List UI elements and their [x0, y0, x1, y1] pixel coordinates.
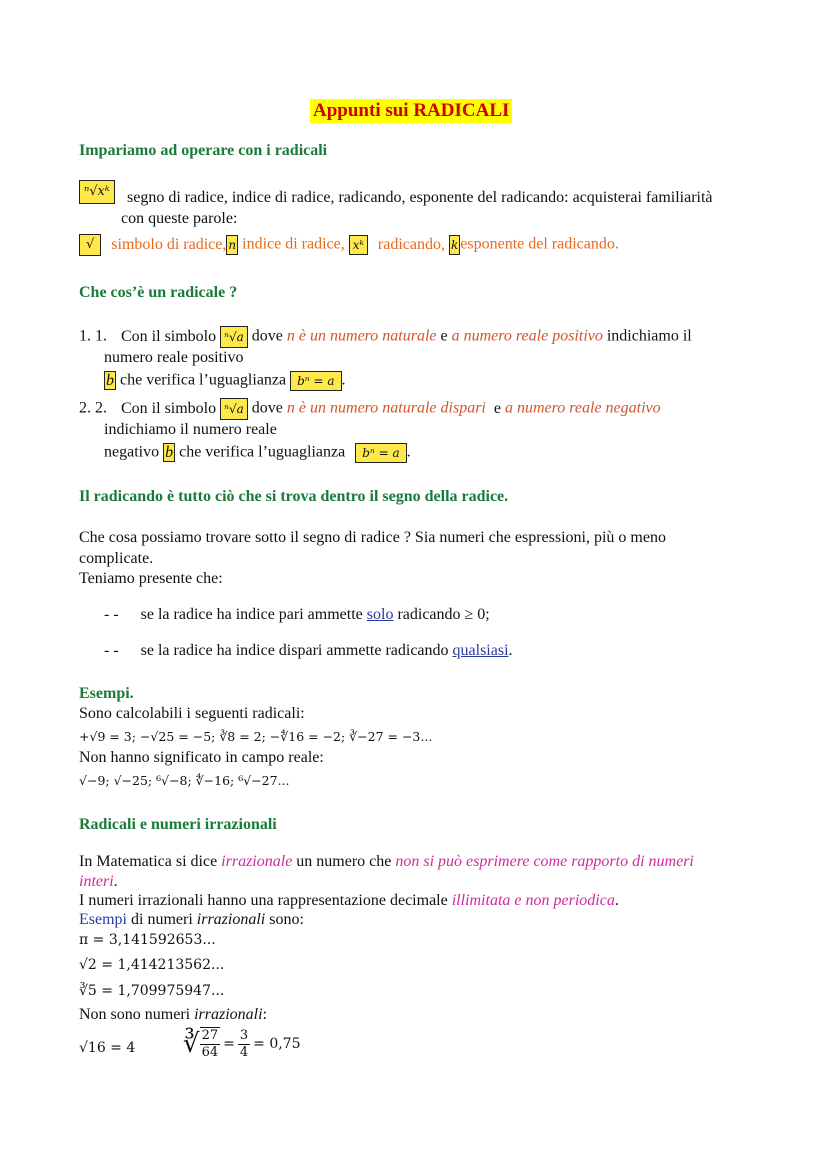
bullet2-text-b: .: [508, 642, 513, 659]
irr-p4b: irrazionali: [194, 1006, 263, 1023]
irr-para-2: [79, 892, 619, 910]
radical-symbol: ⁿ√xᵏ: [79, 180, 115, 204]
irr-para-4: [79, 1006, 267, 1024]
irr-p3a: Esempi: [79, 911, 127, 928]
intro-line-2: con queste parole:: [121, 210, 238, 227]
irr-example-sqrt2: √2 = 1,414213562...: [79, 957, 225, 973]
legend-box-radical: √: [79, 234, 101, 256]
item1-b: b: [106, 371, 114, 389]
irr-p3c: irrazionali: [196, 911, 266, 928]
irr-p2a: I numeri irrazionali hanno una rappresentazione decimale: [79, 892, 448, 909]
item2-negativo: negativo: [104, 443, 160, 461]
non-irr-example-2: [183, 1027, 301, 1061]
legend-box-radicand: xᵏ: [349, 235, 368, 255]
section-heading-irrazionali: Radicali e numeri irrazionali: [79, 816, 277, 833]
radical-legend: [79, 234, 619, 256]
item1-line-3: [104, 371, 346, 391]
item1-tail: indichiamo il: [606, 327, 692, 345]
irr-p1d: non si può esprimere come rapporto di numeri: [395, 853, 694, 870]
irr-p2c: .: [614, 892, 619, 909]
bullet-marker-1: - -: [104, 606, 119, 623]
item1-dove: dove: [251, 327, 283, 345]
legend-text-radical: simbolo di radice,: [111, 235, 227, 253]
bullet-marker-2: - -: [104, 642, 119, 659]
irr-p4a: Non sono numeri: [79, 1006, 191, 1023]
link-qualsiasi[interactable]: qualsiasi: [452, 642, 509, 659]
irr-p1c: un numero che: [296, 853, 392, 870]
section-heading-radicale: Che cos’è un radicale ?: [79, 284, 238, 301]
para-3: Teniamo presente che:: [79, 570, 223, 587]
irr-p1f: .: [113, 873, 118, 890]
fraction-3-4: [238, 1028, 250, 1061]
non-irr-example-1: √16 = 4: [79, 1040, 136, 1056]
item2-line-2: indichiamo il numero reale: [104, 421, 277, 438]
section-heading-operare: Impariamo ad operare con i radicali: [79, 142, 328, 159]
item1-line-2: numero reale positivo: [104, 349, 244, 366]
section-heading-esempi: Esempi.: [79, 685, 134, 702]
fraction-num-27: 27: [201, 1028, 219, 1043]
item1-cond1: n è un numero naturale: [286, 327, 437, 345]
list-marker-1: 1. 1.: [79, 327, 107, 345]
esempi-math-1: +√9 = 3; −√25 = −5; ∛8 = 2; −∜16 = −2; ∛−27 = −3...: [79, 729, 433, 744]
list-item-2-line-1: [79, 398, 661, 420]
item1-end: .: [341, 371, 346, 389]
bullet2-text-a: se la radice ha indice dispari ammette radicando: [140, 642, 449, 659]
fraction-den-4: 4: [239, 1044, 249, 1060]
list-marker-2: 2. 2.: [79, 399, 107, 417]
fraction-equals: =: [223, 1036, 235, 1052]
item1-equation: bⁿ = a: [290, 371, 341, 391]
item1-cond2: a numero reale positivo: [451, 327, 603, 345]
radical-symbol-box: [79, 180, 115, 204]
irr-para-1-cont: [79, 873, 118, 891]
item2-equation: bⁿ = a: [355, 443, 406, 463]
legend-text-radicand: radicando,: [377, 235, 445, 253]
fraction-result: = 0,75: [253, 1036, 301, 1052]
legend-text-index: indice di radice,: [242, 235, 345, 253]
link-solo[interactable]: solo: [366, 606, 394, 623]
bullet1-text-b: radicando ≥ 0;: [397, 606, 490, 623]
para-1: Che cosa possiamo trovare sotto il segno di radice ? Sia numeri che espressioni, più o meno: [79, 529, 666, 546]
irr-para-1: [79, 853, 694, 871]
item2-line-3: [104, 443, 411, 463]
fraction-27-64: [200, 1027, 221, 1061]
item2-b: b: [165, 443, 174, 461]
item2-symbol: ⁿ√a: [220, 398, 248, 420]
irr-p3d: sono:: [269, 911, 304, 928]
bullet1-text-a: se la radice ha indice pari ammette: [140, 606, 363, 623]
item2-e: e: [493, 399, 501, 417]
legend-text-exponent: esponente del radicando.: [460, 235, 619, 253]
irr-example-cbrt5: ∛5 = 1,709975947...: [79, 983, 225, 999]
para-2: complicate.: [79, 550, 154, 567]
irr-example-pi: π = 3,141592653...: [79, 932, 216, 948]
fraction-num-3: 3: [239, 1027, 249, 1043]
cube-root-symbol: ∛: [183, 1029, 200, 1059]
item2-intro: Con il simbolo: [121, 399, 217, 417]
bullet-2: [104, 642, 513, 660]
legend-box-exponent: k: [449, 235, 460, 255]
item2-cond2: a numero reale negativo: [504, 399, 661, 417]
esempi-line-2: Non hanno significato in campo reale:: [79, 749, 324, 766]
item2-cond1: n è un numero naturale dispari: [286, 399, 486, 417]
item1-e: e: [440, 327, 448, 345]
item1-intro: Con il simbolo: [121, 327, 217, 345]
bullet-1: [104, 606, 490, 624]
section-heading-radicando: Il radicando è tutto ciò che si trova dentro il segno della radice.: [79, 488, 509, 505]
irr-p2b: illimitata e non periodica: [451, 892, 615, 909]
item2-end: .: [406, 443, 411, 461]
list-item-1-line-1: [79, 326, 692, 348]
irr-p3b: di numeri: [131, 911, 193, 928]
irr-p1b: irrazionale: [221, 853, 293, 870]
legend-box-index: n: [226, 235, 238, 255]
irr-p1a: In Matematica si dice: [79, 853, 218, 870]
page-title: Appunti sui RADICALI: [310, 99, 512, 123]
esempi-line-1: Sono calcolabili i seguenti radicali:: [79, 705, 305, 722]
intro-line-1: segno di radice, indice di radice, radicando, esponente del radicando: acquisterai familiarità: [127, 189, 713, 206]
item1-symbol: ⁿ√a: [220, 326, 248, 348]
item2-dove: dove: [251, 399, 283, 417]
item2-line3-text: che verifica l’uguaglianza: [179, 443, 346, 461]
irr-para-3: [79, 911, 304, 929]
irr-p1e: interi: [79, 873, 114, 890]
fraction-den-64: 64: [201, 1045, 219, 1060]
esempi-math-2: √−9; √−25; ⁶√−8; ∜−16; ⁶√−27...: [79, 773, 290, 788]
irr-p4c: :: [262, 1006, 268, 1023]
item1-line3-text: che verifica l’uguaglianza: [120, 371, 287, 389]
